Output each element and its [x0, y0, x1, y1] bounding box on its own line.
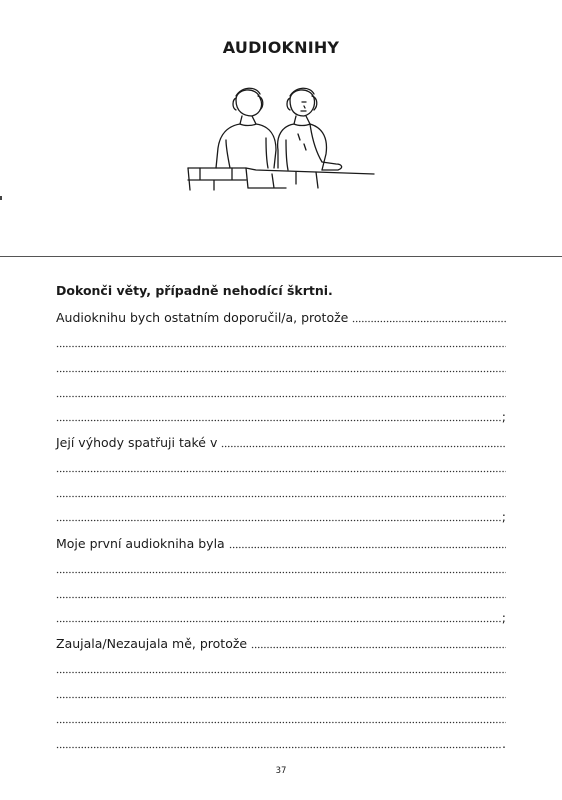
answer-line[interactable] — [56, 360, 506, 376]
dotted-line — [221, 445, 506, 448]
prompt-text: Zaujala/Nezaujala mě, protože — [56, 636, 248, 651]
answer-line[interactable] — [56, 536, 506, 552]
dotted-line — [56, 370, 506, 373]
answer-line[interactable] — [56, 435, 506, 451]
dotted-line — [56, 671, 506, 674]
answer-line[interactable] — [56, 586, 506, 602]
dotted-line — [251, 646, 506, 649]
page-number: 37 — [275, 766, 287, 776]
dotted-line — [352, 320, 506, 323]
answer-line[interactable] — [56, 385, 506, 401]
dotted-line — [56, 721, 506, 724]
dotted-line — [56, 696, 506, 699]
two-boys-with-headphones-illustration — [186, 84, 376, 196]
answer-line[interactable] — [56, 736, 506, 752]
dotted-line — [229, 546, 506, 549]
dotted-line — [56, 419, 501, 422]
prompt-text: Její výhody spatřuji také v — [56, 435, 218, 450]
dotted-line — [56, 395, 506, 398]
dotted-line — [56, 495, 506, 498]
answer-line[interactable] — [56, 661, 506, 677]
exercise-instruction: Dokonči věty, případně nehodící škrtni. — [56, 283, 333, 298]
dotted-line — [56, 596, 506, 599]
dotted-line — [56, 571, 506, 574]
answer-line[interactable] — [56, 310, 506, 326]
dotted-line — [56, 470, 506, 473]
prompt-text: Moje první audiokniha byla — [56, 536, 225, 551]
answer-line[interactable] — [56, 409, 506, 425]
answer-line[interactable] — [56, 509, 506, 525]
dotted-line — [56, 746, 501, 749]
answer-line[interactable] — [56, 636, 506, 652]
prompt-text: Audioknihu bych ostatním doporučil/a, protože — [56, 310, 349, 325]
answer-line[interactable] — [56, 485, 506, 501]
page-edge-mark — [0, 196, 2, 200]
dotted-line — [56, 519, 501, 522]
answer-line[interactable] — [56, 335, 506, 351]
line-end-punctuation: ; — [501, 509, 506, 524]
dotted-line — [56, 345, 506, 348]
section-divider — [0, 256, 562, 257]
dotted-line — [56, 620, 501, 623]
answer-line[interactable] — [56, 610, 506, 626]
line-end-punctuation: ; — [501, 610, 506, 625]
answer-line[interactable] — [56, 711, 506, 727]
page-title: AUDIOKNIHY — [222, 38, 340, 57]
line-end-punctuation: . — [502, 736, 506, 751]
answer-line[interactable] — [56, 686, 506, 702]
answer-line[interactable] — [56, 460, 506, 476]
answer-line[interactable] — [56, 561, 506, 577]
line-end-punctuation: ; — [501, 409, 506, 424]
